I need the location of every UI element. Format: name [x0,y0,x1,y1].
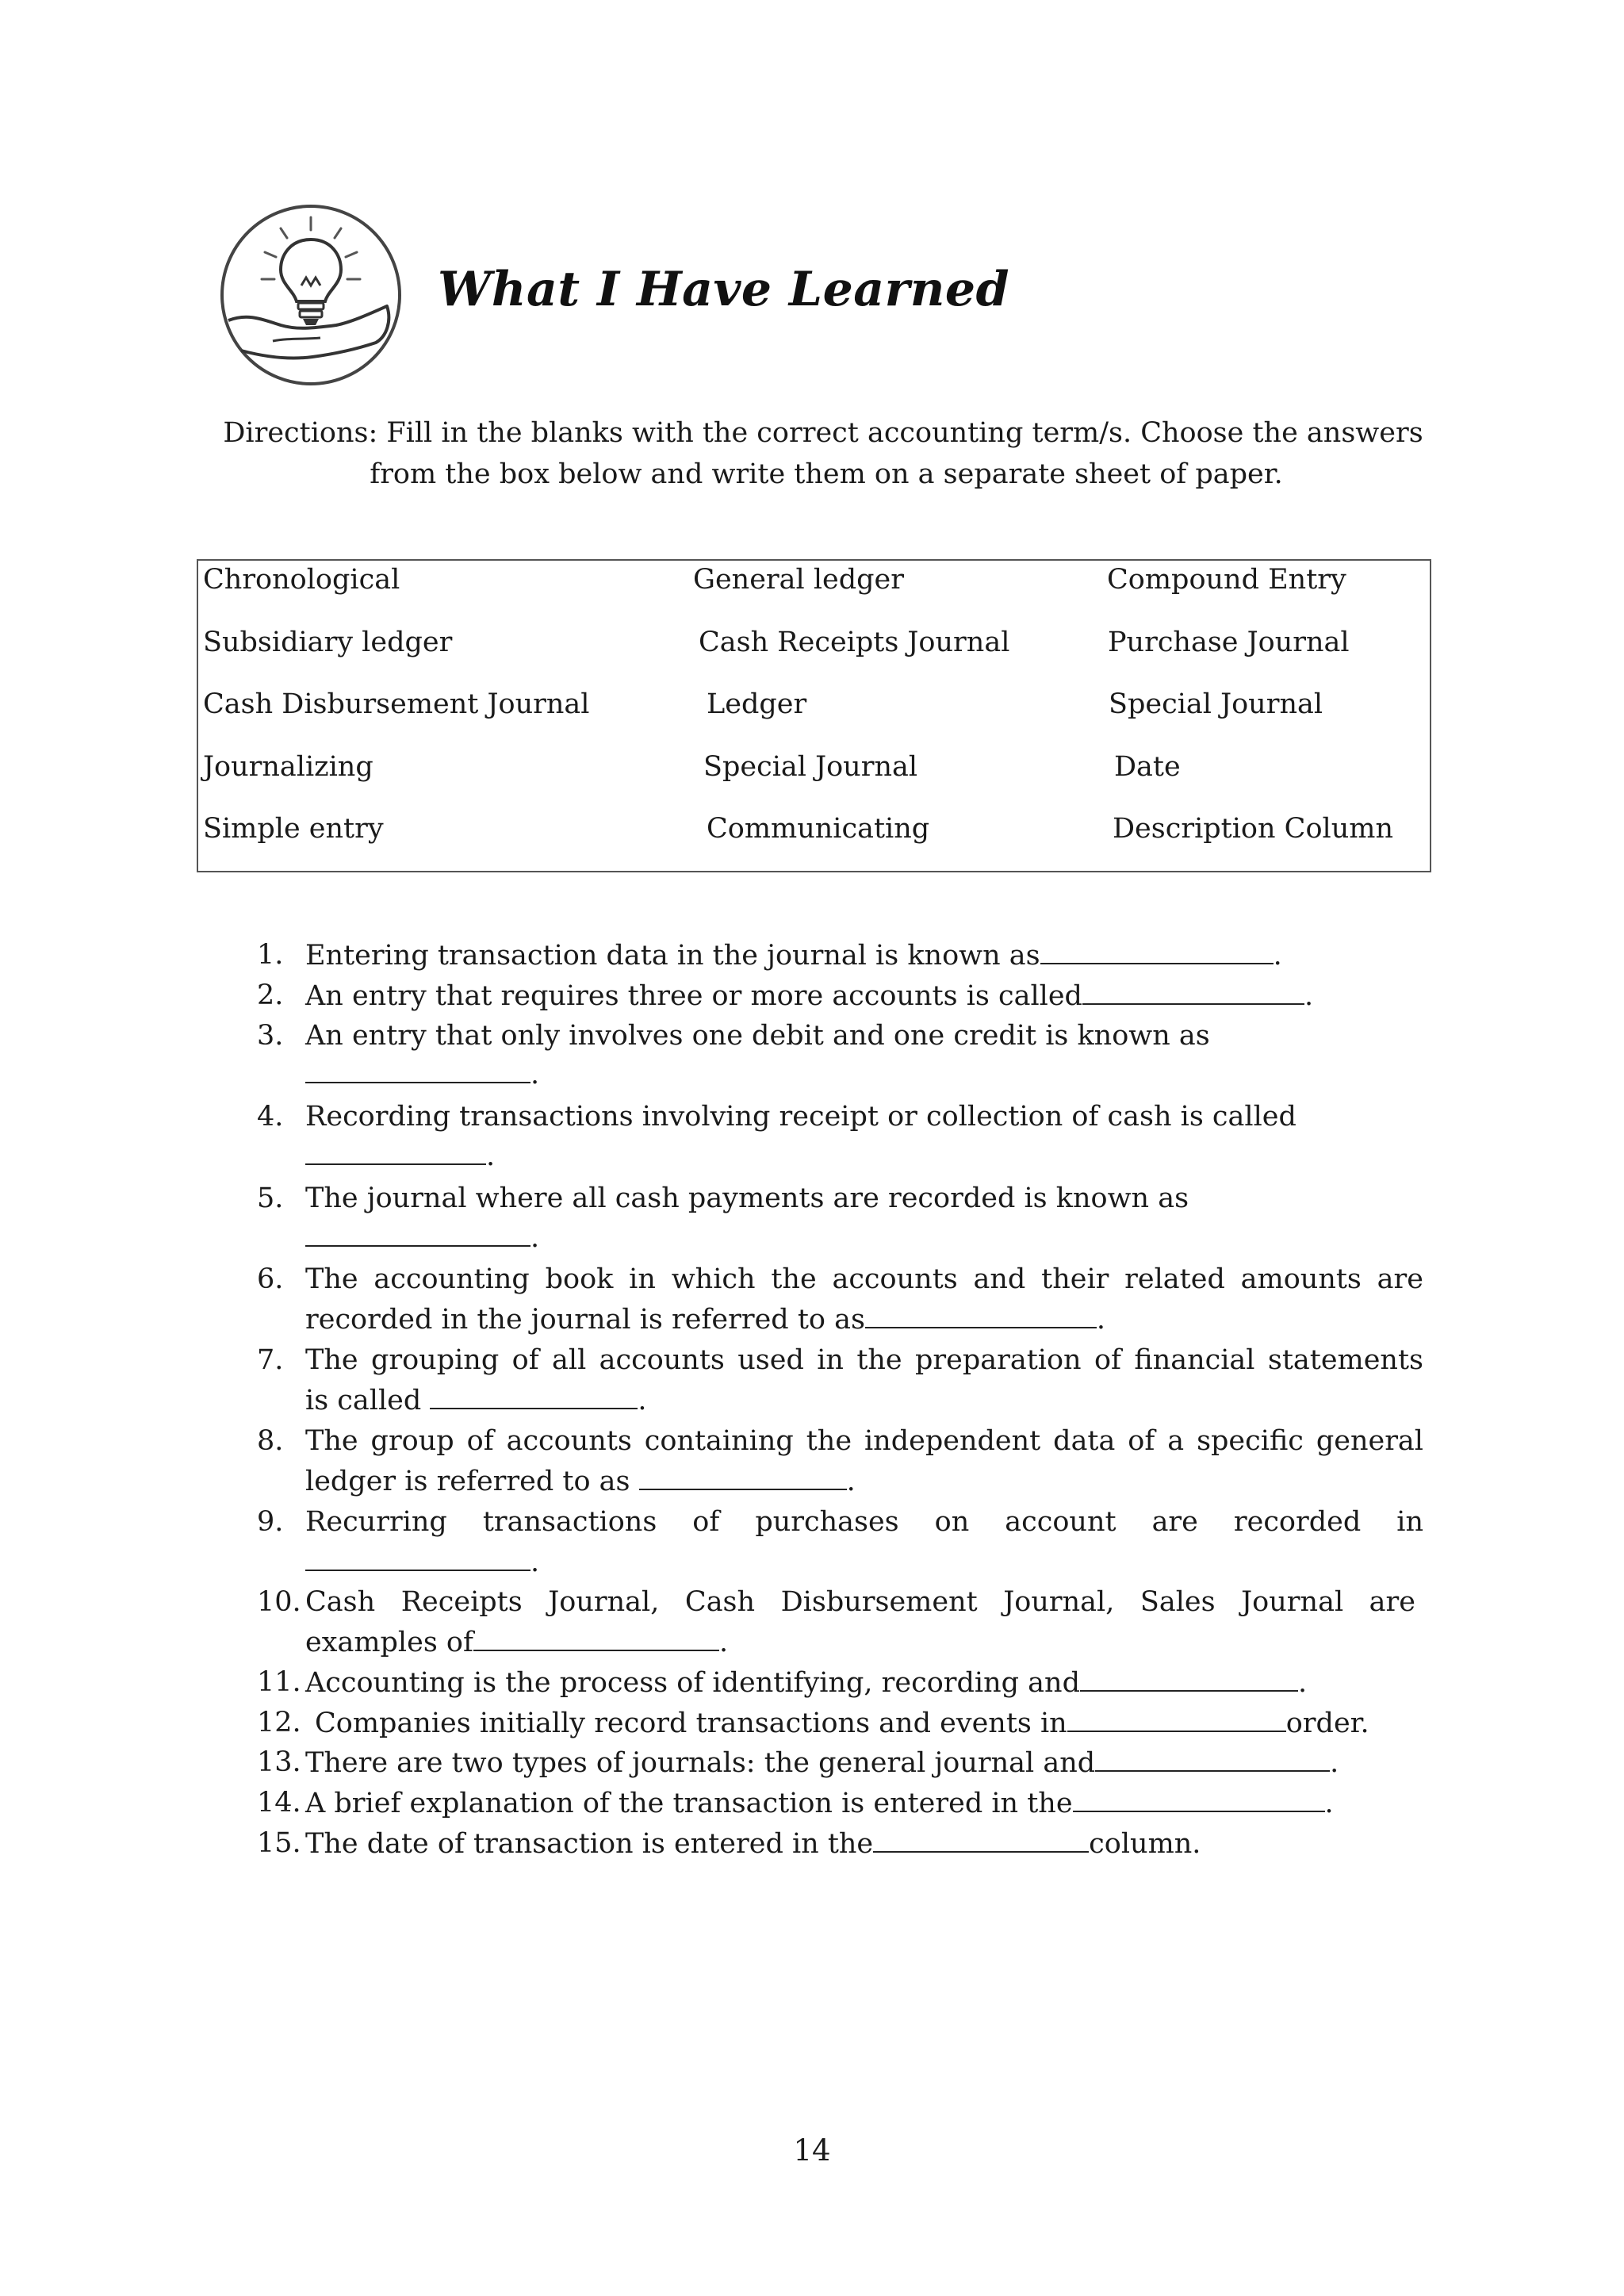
question-10: Cash Receipts Journal, Cash Disbursement Journal, Sales Journal are [305,1586,1415,1618]
question-7-line-2 [305,1384,647,1416]
question-text: examples of [305,1627,473,1658]
question-number: 2. [257,979,284,1011]
question-5: The journal where all cash payments are recorded is known as [305,1182,1189,1214]
answer-blank[interactable] [639,1465,847,1490]
question-text: A brief explanation of the transaction is entered in the [305,1788,1073,1819]
choice-special-journal-1: Special Journal [1109,688,1323,720]
answer-blank[interactable] [305,1546,530,1571]
question-text-end: . [846,1466,856,1497]
question-text-end: . [486,1140,496,1172]
question-15 [305,1827,1201,1860]
question-text: There are two types of journals: the general journal and [305,1747,1096,1779]
question-number: 15. [257,1827,301,1859]
choice-purchase-journal: Purchase Journal [1108,627,1350,658]
question-7: The grouping of all accounts used in the preparation of financial statements [305,1344,1423,1376]
question-9-blank-line [305,1546,539,1578]
answer-blank[interactable] [473,1626,719,1651]
question-text: The date of transaction is entered in the [305,1828,874,1860]
answer-blank[interactable] [1073,1787,1325,1812]
choice-cash-disbursement-journal: Cash Disbursement Journal [203,688,590,720]
question-1 [305,939,1282,972]
question-5-blank-line [305,1221,539,1254]
question-number: 3. [257,1020,284,1052]
question-number: 10. [257,1586,301,1618]
question-text-end: . [1297,1667,1308,1699]
question-14 [305,1787,1334,1819]
choice-simple-entry: Simple entry [203,813,384,845]
answer-blank[interactable] [1082,979,1304,1005]
question-number: 14. [257,1787,301,1819]
question-text-end: . [530,1222,540,1254]
question-9: Recurring transactions of purchases on account are recorded in [305,1506,1423,1538]
question-8-line-2 [305,1465,856,1497]
question-6: The accounting book in which the accounts and their related amounts are [305,1263,1423,1295]
question-text-end: . [530,1547,540,1578]
directions-line-2: from the box below and write them on a separate sheet of paper. [370,458,1283,490]
question-3: An entry that only involves one debit and one credit is known as [305,1020,1210,1052]
choice-communicating: Communicating [707,813,930,845]
question-6-line-2 [305,1303,1105,1336]
question-text-end: . [718,1627,729,1658]
choice-cash-receipts-journal: Cash Receipts Journal [699,627,1010,658]
directions-line-1: Directions: Fill in the blanks with the correct accounting term/s. Choose the answers [223,417,1423,449]
question-text: Accounting is the process of identifying, recording and [305,1667,1080,1699]
question-text: Entering transaction data in the journal is known as [305,940,1040,972]
question-text-end: . [638,1385,647,1416]
question-number: 7. [257,1344,284,1376]
question-text: recorded in the journal is referred to as [305,1304,865,1336]
question-number: 4. [257,1101,284,1133]
question-text-end: . [1273,940,1282,972]
question-10-line-2 [305,1626,728,1658]
question-4: Recording transactions involving receipt or collection of cash is called [305,1101,1297,1133]
question-number: 11. [257,1666,301,1698]
answer-blank[interactable] [1080,1666,1298,1692]
choice-ledger: Ledger [707,688,807,720]
answer-blank[interactable] [1040,939,1274,964]
question-13 [305,1746,1339,1779]
choice-date: Date [1114,751,1181,783]
question-4-blank-line [305,1140,495,1172]
answer-blank[interactable] [305,1058,530,1083]
answer-blank[interactable] [305,1221,530,1247]
question-12 [315,1707,1369,1739]
answer-blank[interactable] [1067,1707,1286,1732]
question-number: 13. [257,1746,301,1778]
choice-journalizing: Journalizing [203,751,373,783]
question-number: 5. [257,1182,284,1214]
question-text: Companies initially record transactions and events in [315,1708,1067,1739]
question-number: 8. [257,1425,284,1457]
question-text-end: . [530,1059,540,1091]
question-number: 6. [257,1263,284,1295]
question-number: 12. [257,1707,301,1738]
choice-general-ledger: General ledger [693,564,905,596]
page-title: What I Have Learned [438,262,1010,317]
answer-blank[interactable] [865,1303,1097,1328]
question-text-end: . [1324,1788,1334,1819]
question-text: is called [305,1385,422,1416]
choice-subsidiary-ledger: Subsidiary ledger [203,627,453,658]
question-text: An entry that requires three or more accounts is called [305,980,1082,1012]
question-text-end: order. [1285,1708,1369,1739]
choice-special-journal-2: Special Journal [703,751,918,783]
question-number: 1. [257,939,284,971]
choice-chronological: Chronological [203,564,400,596]
question-text-end: . [1330,1747,1339,1779]
answer-blank[interactable] [1095,1746,1330,1772]
answer-blank[interactable] [305,1140,486,1165]
question-2 [305,979,1313,1012]
answer-blank[interactable] [873,1827,1089,1853]
choice-description-column: Description Column [1113,813,1393,845]
question-text-end: column. [1089,1828,1201,1860]
page-number: 14 [793,2133,831,2168]
question-text: ledger is referred to as [305,1466,630,1497]
question-number: 9. [257,1506,284,1538]
choice-compound-entry: Compound Entry [1107,564,1346,596]
question-text-end: . [1096,1304,1106,1336]
question-8: The group of accounts containing the independent data of a specific general [305,1425,1423,1457]
question-11 [305,1666,1307,1699]
question-3-blank-line [305,1058,539,1091]
answer-blank[interactable] [430,1384,638,1409]
question-text-end: . [1304,980,1314,1012]
